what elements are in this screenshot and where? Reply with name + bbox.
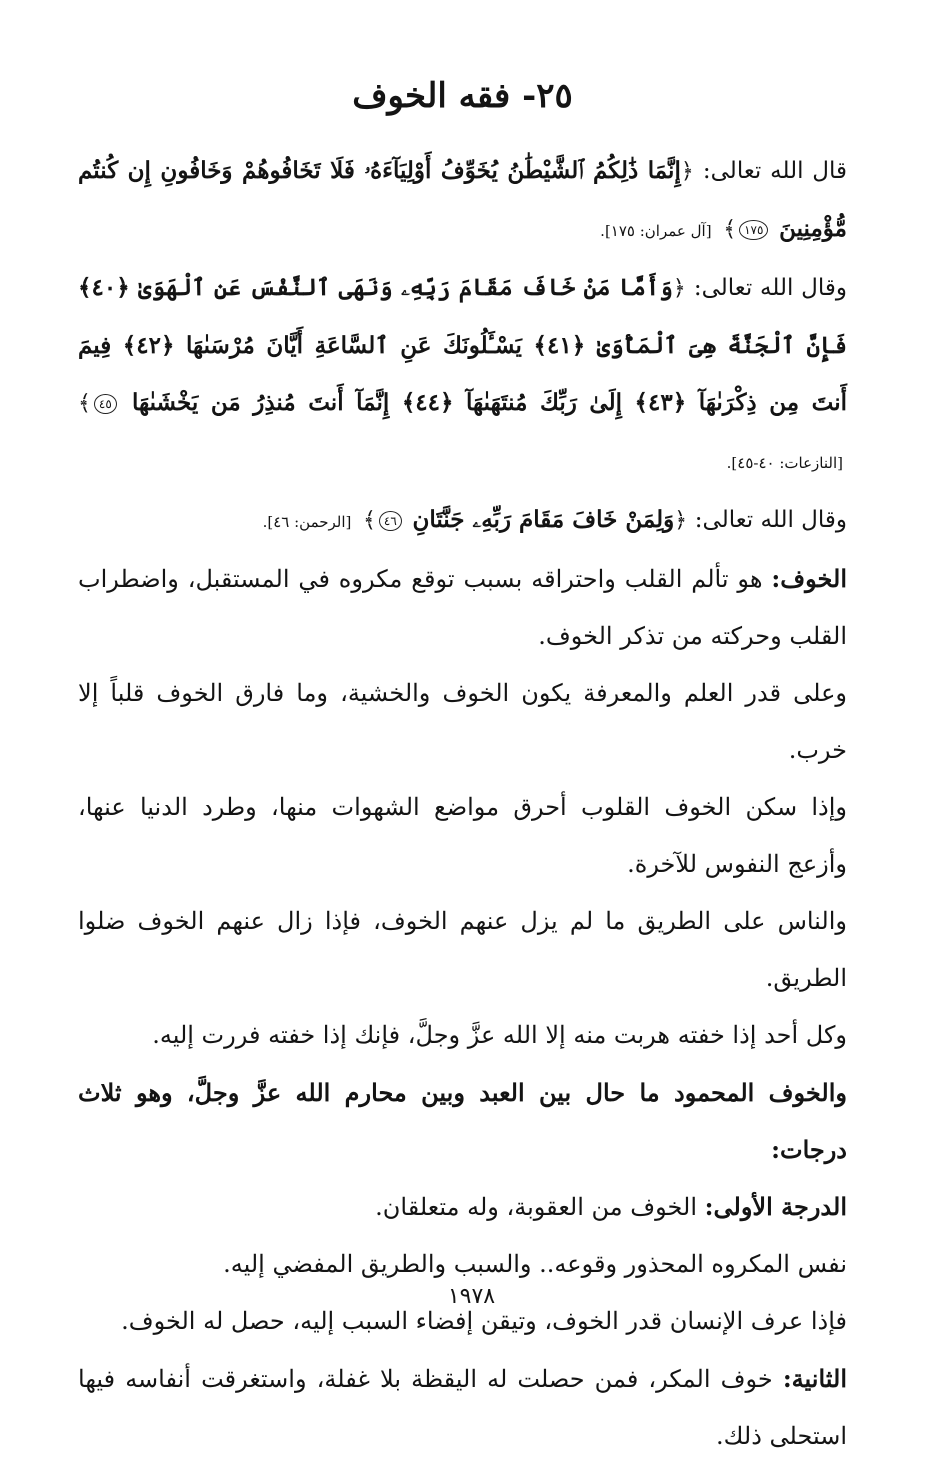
quran-citation-1	[78, 142, 847, 259]
verse-reference: [النازعات: ٤٠-٤٥].	[726, 454, 843, 472]
paragraph-lead: الدرجة الأولى:	[704, 1192, 847, 1221]
paragraph-text: والناس على الطريق ما لم يزل عنهم الخوف، فإذا زال عنهم الخوف ضلوا الطريق.	[78, 907, 847, 992]
paragraph-text: وكل أحد إذا خفته هربت منه إلا الله عزَّ وجلَّ، فإنك إذا خفته فررت إليه.	[152, 1021, 847, 1049]
ornate-bracket-close: ﴾	[363, 508, 376, 533]
ornate-bracket-open: ﴿	[680, 159, 694, 184]
quran-text: وَأَمَّا مَنْ خَافَ مَقَامَ رَبِّهِۦ وَنَهَى ٱلنَّفْسَ عَنِ ٱلْهَوَىٰ ﴿٤٠﴾ فَإِنَّ ٱلْجَنَّةَ هِىَ ٱلْمَأْوَىٰ ﴿٤١﴾ يَسْـَٔلُونَكَ عَنِ ٱلسَّاعَةِ أَيَّانَ مُرْسَىٰهَا ﴿٤٢﴾ فِيمَ أَنتَ مِن ذِكْرَىٰهَآ ﴿٤٣﴾ إِلَىٰ رَبِّكَ مُنتَهَىٰهَآ ﴿٤٤﴾ إِنَّمَآ أَنتَ مُنذِرُ مَن يَخْشَىٰهَا	[78, 274, 847, 416]
ornate-bracket-close: ﴾	[78, 391, 91, 416]
paragraph-text: وإذا سكن الخوف القلوب أحرق مواضع الشهوات منها، وطرد الدنيا عنها، وأزعج النفوس للآخرة.	[78, 793, 848, 878]
quran-citation-2	[78, 259, 847, 491]
ayah-number-badge: ١٧٥	[739, 220, 768, 240]
verse-intro: وقال الله تعالى:	[694, 507, 847, 533]
paragraph-text: فإذا عرف الإنسان قدر الخوف، وتيقن إفضاء السبب إليه، حصل له الخوف.	[121, 1307, 847, 1335]
verse-intro: قال الله تعالى:	[702, 158, 847, 184]
paragraph-degree-two	[78, 1350, 847, 1465]
bold-paragraph-text: والخوف المحمود ما حال بين العبد وبين محارم الله عزَّ وجلَّ، وهو ثلاث درجات:	[78, 1078, 847, 1164]
verse-intro: وقال الله تعالى:	[693, 275, 847, 301]
chapter-title	[78, 76, 847, 116]
chapter-title-text: ٢٥- فقه الخوف	[352, 76, 573, 116]
bold-paragraph	[78, 1064, 847, 1178]
paragraph	[78, 665, 847, 779]
paragraph	[78, 779, 847, 893]
paragraph-text: هو تألم القلب واحتراقه بسبب توقع مكروه في المستقبل، واضطراب القلب وحركته من تذكر الخوف.	[78, 565, 847, 650]
ayah-number-badge: ٤٦	[379, 511, 402, 531]
ornate-bracket-close: ﴾	[723, 217, 737, 242]
quran-citation-3	[78, 491, 847, 550]
paragraph	[78, 893, 847, 1007]
page-number: ١٩٧٨	[447, 1284, 496, 1309]
paragraph-text: الخوف من العقوبة، وله متعلقان.	[375, 1193, 705, 1221]
quran-text: وَلِمَنْ خَافَ مَقَامَ رَبِّهِۦ جَنَّتَانِ	[412, 506, 675, 533]
verse-reference: [الرحمن: ٤٦].	[262, 513, 352, 531]
paragraph-text: خوف المكر، فمن حصلت له اليقظة بلا غفلة، واستغرقت أنفاسه فيها استحلى ذلك.	[78, 1365, 847, 1450]
paragraph-lead: الثانية:	[782, 1364, 847, 1393]
quran-text: إِنَّمَا ذَٰلِكُمُ ٱلشَّيْطَٰنُ يُخَوِّفُ أَوْلِيَآءَهُۥ فَلَا تَخَافُوهُمْ وَخَافُونِ إِن كُنتُم مُّؤْمِنِينَ	[78, 157, 847, 242]
ornate-bracket-open: ﴿	[672, 276, 686, 301]
ornate-bracket-open: ﴿	[674, 508, 688, 533]
verse-reference: [آل عمران: ١٧٥].	[600, 222, 712, 240]
paragraph-definition	[78, 550, 847, 665]
paragraph-text: نفس المكروه المحذور وقوعه.. والسبب والطريق المفضي إليه.	[223, 1250, 847, 1278]
paragraph-degree-one	[78, 1178, 847, 1236]
paragraph-text: وعلى قدر العلم والمعرفة يكون الخوف والخشية، وما فارق الخوف قلباً إلا خرب.	[78, 679, 847, 764]
paragraph	[78, 1007, 847, 1064]
paragraph-lead: الخوف:	[771, 564, 847, 593]
ayah-number-badge: ٤٥	[94, 394, 117, 414]
